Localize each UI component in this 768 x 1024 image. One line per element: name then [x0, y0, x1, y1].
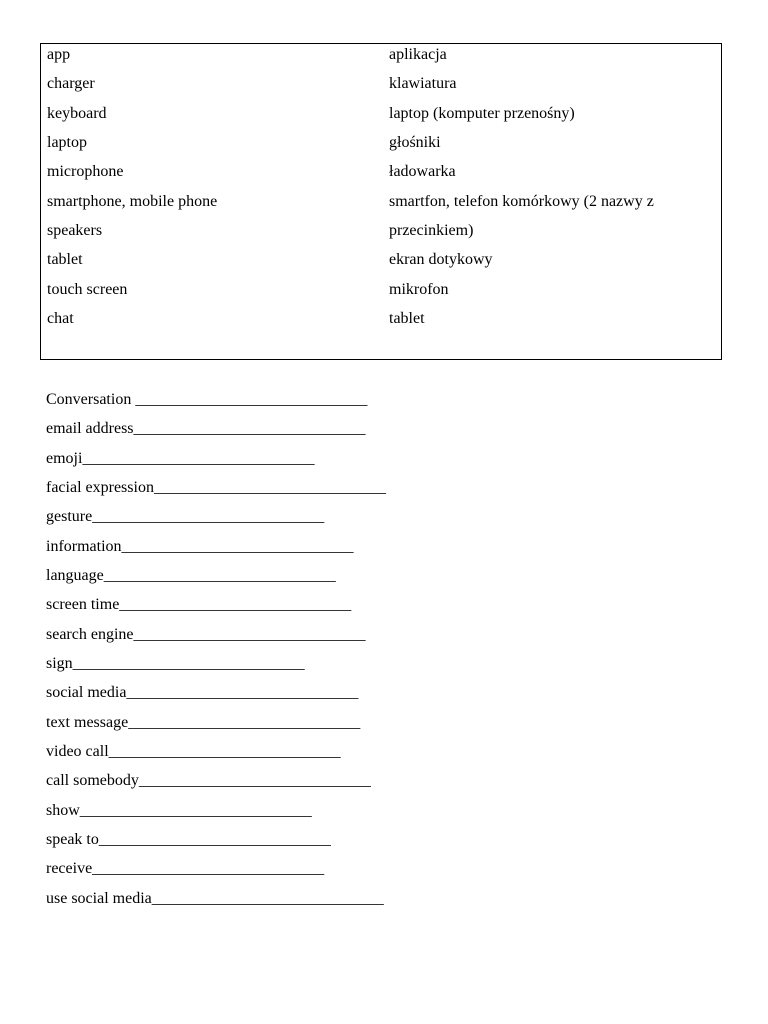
exercise-line: video call_____________________________ — [46, 743, 341, 760]
exercise-line: Conversation _____________________________ — [46, 391, 368, 408]
exercise-line: language_____________________________ — [46, 567, 336, 584]
exercise-line: screen time_____________________________ — [46, 596, 352, 613]
exercise-line: social media_____________________________ — [46, 684, 359, 701]
polish-word: smartfon, telefon komórkowy (2 nazwy z — [389, 193, 654, 210]
english-word: chat — [47, 310, 74, 327]
polish-word: mikrofon — [389, 281, 449, 298]
english-word: touch screen — [47, 281, 128, 298]
english-word: laptop — [47, 134, 87, 151]
exercise-line: receive_____________________________ — [46, 860, 325, 877]
polish-word: laptop (komputer przenośny) — [389, 105, 575, 122]
polish-word: ekran dotykowy — [389, 251, 493, 268]
polish-word: głośniki — [389, 134, 441, 151]
exercise-line: facial expression_____________________________ — [46, 479, 386, 496]
english-word: smartphone, mobile phone — [47, 193, 218, 210]
polish-word: klawiatura — [389, 75, 457, 92]
polish-word: tablet — [389, 310, 425, 327]
exercise-line: text message_____________________________ — [46, 714, 361, 731]
english-word: tablet — [47, 251, 83, 268]
english-word: charger — [47, 75, 95, 92]
exercise-line: speak to_____________________________ — [46, 831, 331, 848]
exercise-line: show_____________________________ — [46, 802, 312, 819]
exercise-line: information_____________________________ — [46, 538, 354, 555]
exercise-line: email address_____________________________ — [46, 420, 366, 437]
english-word: microphone — [47, 163, 124, 180]
exercise-line: sign_____________________________ — [46, 655, 305, 672]
polish-word: przecinkiem) — [389, 222, 474, 239]
exercise-line: call somebody_____________________________ — [46, 772, 371, 789]
polish-word: ładowarka — [389, 163, 456, 180]
exercise-line: emoji_____________________________ — [46, 450, 315, 467]
vocabulary-table — [40, 43, 722, 360]
english-word: speakers — [47, 222, 103, 239]
exercise-line: gesture_____________________________ — [46, 508, 325, 525]
exercise-line: search engine_____________________________ — [46, 626, 366, 643]
english-word: app — [47, 46, 71, 63]
polish-word: aplikacja — [389, 46, 447, 63]
exercise-line: use social media_____________________________ — [46, 890, 384, 907]
english-word: keyboard — [47, 105, 107, 122]
